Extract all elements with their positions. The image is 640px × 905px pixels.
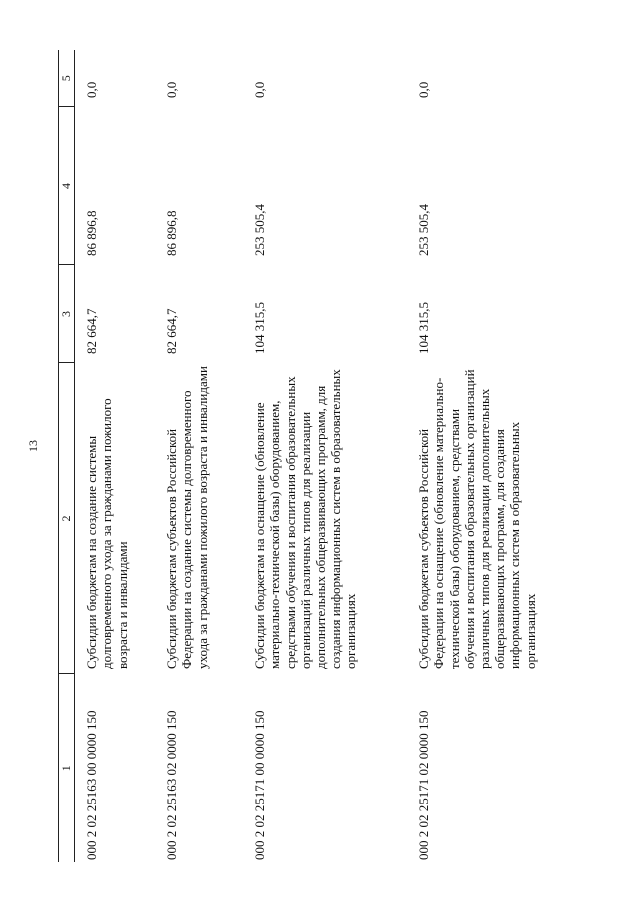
table-row <box>155 50 243 862</box>
item-name: Субсидии бюджетам субъектов Российской Федерации на оснащение (обновление материально-технической базы) оборудованием, средствами обучения и воспитания образовательных организаций различных типов для реализации дополнительных общеразвивающих программ, для создания информационных систем в образовательных организациях <box>416 369 538 669</box>
value-col-5: 0,0 <box>252 81 268 98</box>
budget-code: 000 2 02 25163 02 0000 150 <box>164 710 180 860</box>
page-number: 13 <box>26 440 40 452</box>
budget-code: 000 2 02 25171 02 0000 150 <box>416 710 432 860</box>
value-col-3: 104 315,5 <box>252 302 268 354</box>
column-header-1: 1 <box>59 674 75 862</box>
header-row <box>59 50 75 862</box>
item-name: Субсидии бюджетам на оснащение (обновление материально-технической базы) оборудованием, средствами обучения и воспитания образовательных организаций различных типов для реализации дополнительных общеразвивающих программ, для создания информационных систем в образовательных организациях <box>252 369 359 669</box>
value-col-3: 104 315,5 <box>416 302 432 354</box>
value-col-3: 82 664,7 <box>164 308 180 354</box>
budget-code: 000 2 02 25163 00 0000 150 <box>84 710 100 860</box>
table-body <box>75 50 582 862</box>
value-col-4: 86 896,8 <box>164 210 180 256</box>
item-name: Субсидии бюджетам на создание системы долговременного ухода за гражданами пожилого возраста и инвалидами <box>84 398 130 669</box>
value-col-5: 0,0 <box>416 81 432 98</box>
value-col-4: 253 505,4 <box>252 204 268 256</box>
value-col-5: 0,0 <box>164 81 180 98</box>
column-header-2: 2 <box>59 363 75 674</box>
column-header-4: 4 <box>59 107 75 265</box>
column-header-3: 3 <box>59 265 75 363</box>
table-row <box>407 50 581 862</box>
value-col-3: 82 664,7 <box>84 308 100 354</box>
value-col-5: 0,0 <box>84 81 100 98</box>
item-name: Субсидии бюджетам субъектов Российской Федерации на создание системы долговременного ухода за гражданами пожилого возраста и инвалидами <box>164 366 210 669</box>
budget-table <box>58 50 581 862</box>
budget-code: 000 2 02 25171 00 0000 150 <box>252 710 268 860</box>
table-row <box>243 50 407 862</box>
table-header <box>59 50 75 862</box>
table-row <box>75 50 156 862</box>
column-header-5: 5 <box>59 50 75 107</box>
value-col-4: 253 505,4 <box>416 204 432 256</box>
value-col-4: 86 896,8 <box>84 210 100 256</box>
budget-table-container <box>58 50 590 862</box>
